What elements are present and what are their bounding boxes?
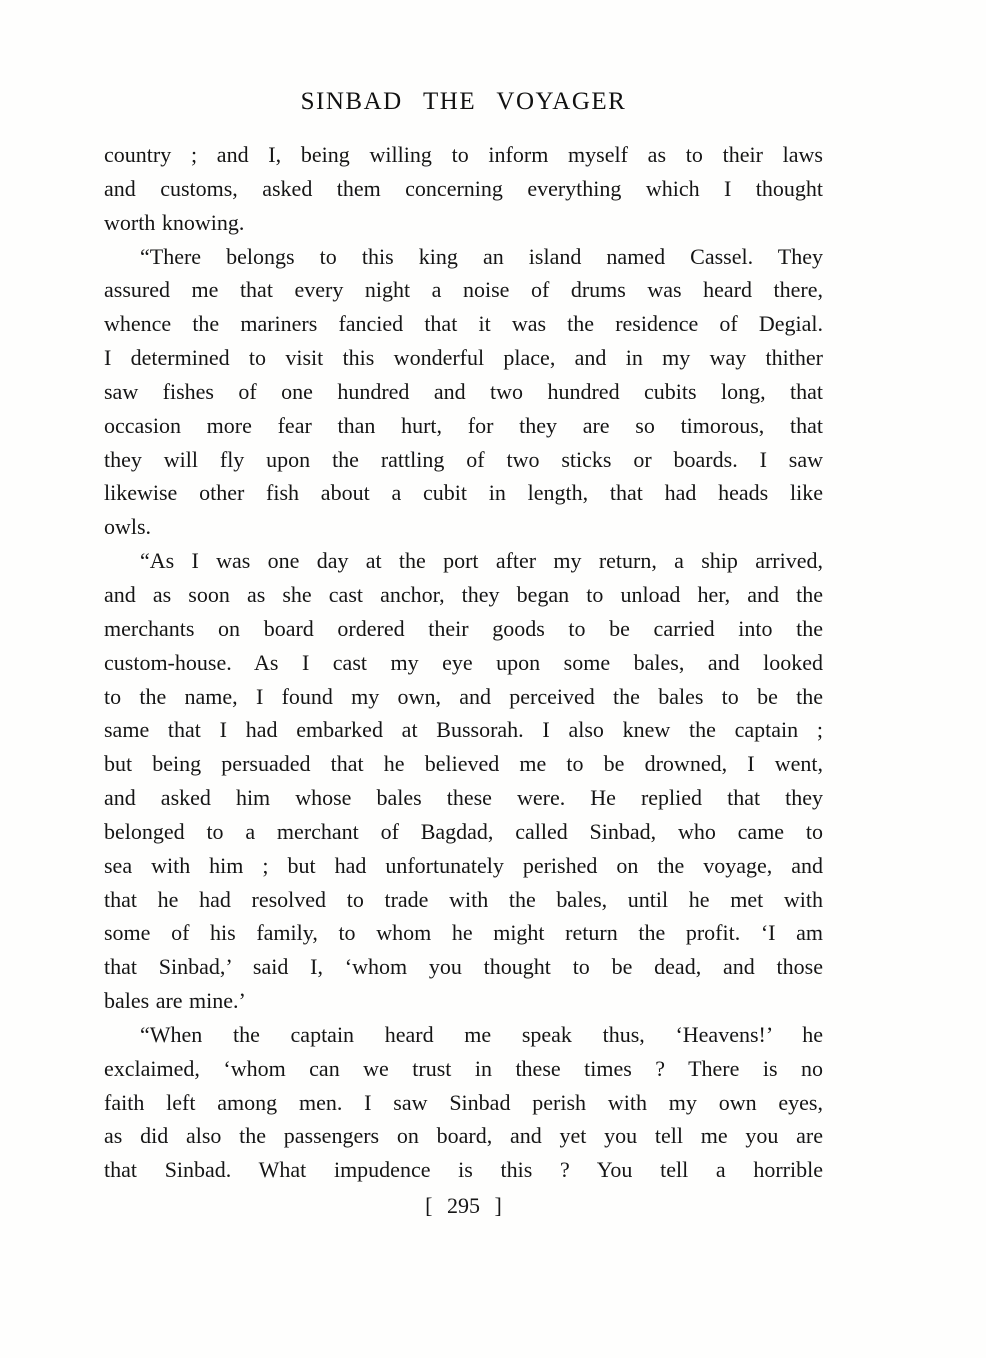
text-line: and asked him whose bales these were. He replied that they [104, 785, 823, 811]
paragraph [104, 138, 823, 240]
text-line: worth knowing. [104, 209, 245, 235]
text-line: exclaimed, ‘whom can we trust in these times ? There is no [104, 1055, 823, 1081]
text-line: I determined to visit this wonderful place, and in my way thither [104, 345, 823, 371]
text-line: that he had resolved to trade with the bales, until he met with [104, 886, 823, 912]
paragraph [104, 240, 823, 545]
text-line: and customs, asked them concerning everything which I thought [104, 175, 823, 201]
text-line: occasion more fear than hurt, for they are so timorous, that [104, 412, 823, 438]
text-line: that Sinbad. What impudence is this ? You tell a horrible [104, 1157, 823, 1183]
text-line: that Sinbad,’ said I, ‘whom you thought to be dead, and those [104, 954, 823, 980]
text-line: whence the mariners fancied that it was the residence of Degial. [104, 311, 823, 337]
text-line: same that I had embarked at Bussorah. I also knew the captain ; [104, 717, 823, 743]
text-line: custom-house. As I cast my eye upon some bales, and looked [104, 649, 823, 675]
paragraph [104, 544, 823, 1018]
text-line: they will fly upon the rattling of two sticks or boards. I saw [104, 446, 823, 472]
text-line: “There belongs to this king an island named Cassel. They [140, 243, 823, 269]
paragraph [104, 1018, 823, 1187]
text-line: to the name, I found my own, and perceived the bales to be the [104, 683, 823, 709]
text-line: merchants on board ordered their goods to be carried into the [104, 615, 823, 641]
text-line: assured me that every night a noise of drums was heard there, [104, 277, 823, 303]
text-line: likewise other fish about a cubit in length, that had heads like [104, 480, 823, 506]
text-line: owls. [104, 514, 152, 540]
text-column [104, 0, 823, 1221]
text-line: “As I was one day at the port after my return, a ship arrived, [140, 548, 823, 574]
text-line: but being persuaded that he believed me to be drowned, I went, [104, 751, 823, 777]
text-line: as did also the passengers on board, and yet you tell me you are [104, 1123, 823, 1149]
running-head: SINBAD THE VOYAGER [300, 88, 627, 115]
body-text [104, 138, 823, 1187]
text-line: “When the captain heard me speak thus, ‘Heavens!’ he [140, 1021, 823, 1047]
text-line: some of his family, to whom he might return the profit. ‘I am [104, 920, 823, 946]
text-line: country ; and I, being willing to inform myself as to their laws [104, 142, 823, 167]
text-line: belonged to a merchant of Bagdad, called Sinbad, who came to [104, 818, 823, 844]
text-line: sea with him ; but had unfortunately perished on the voyage, and [104, 852, 823, 878]
text-line: and as soon as she cast anchor, they began to unload her, and the [104, 581, 823, 607]
text-line: saw fishes of one hundred and two hundred cubits long, that [104, 378, 823, 404]
text-line: bales are mine.’ [104, 988, 246, 1014]
text-line: faith left among men. I saw Sinbad perish with my own eyes, [104, 1089, 823, 1115]
page-number: [ 295 ] [425, 1193, 502, 1219]
